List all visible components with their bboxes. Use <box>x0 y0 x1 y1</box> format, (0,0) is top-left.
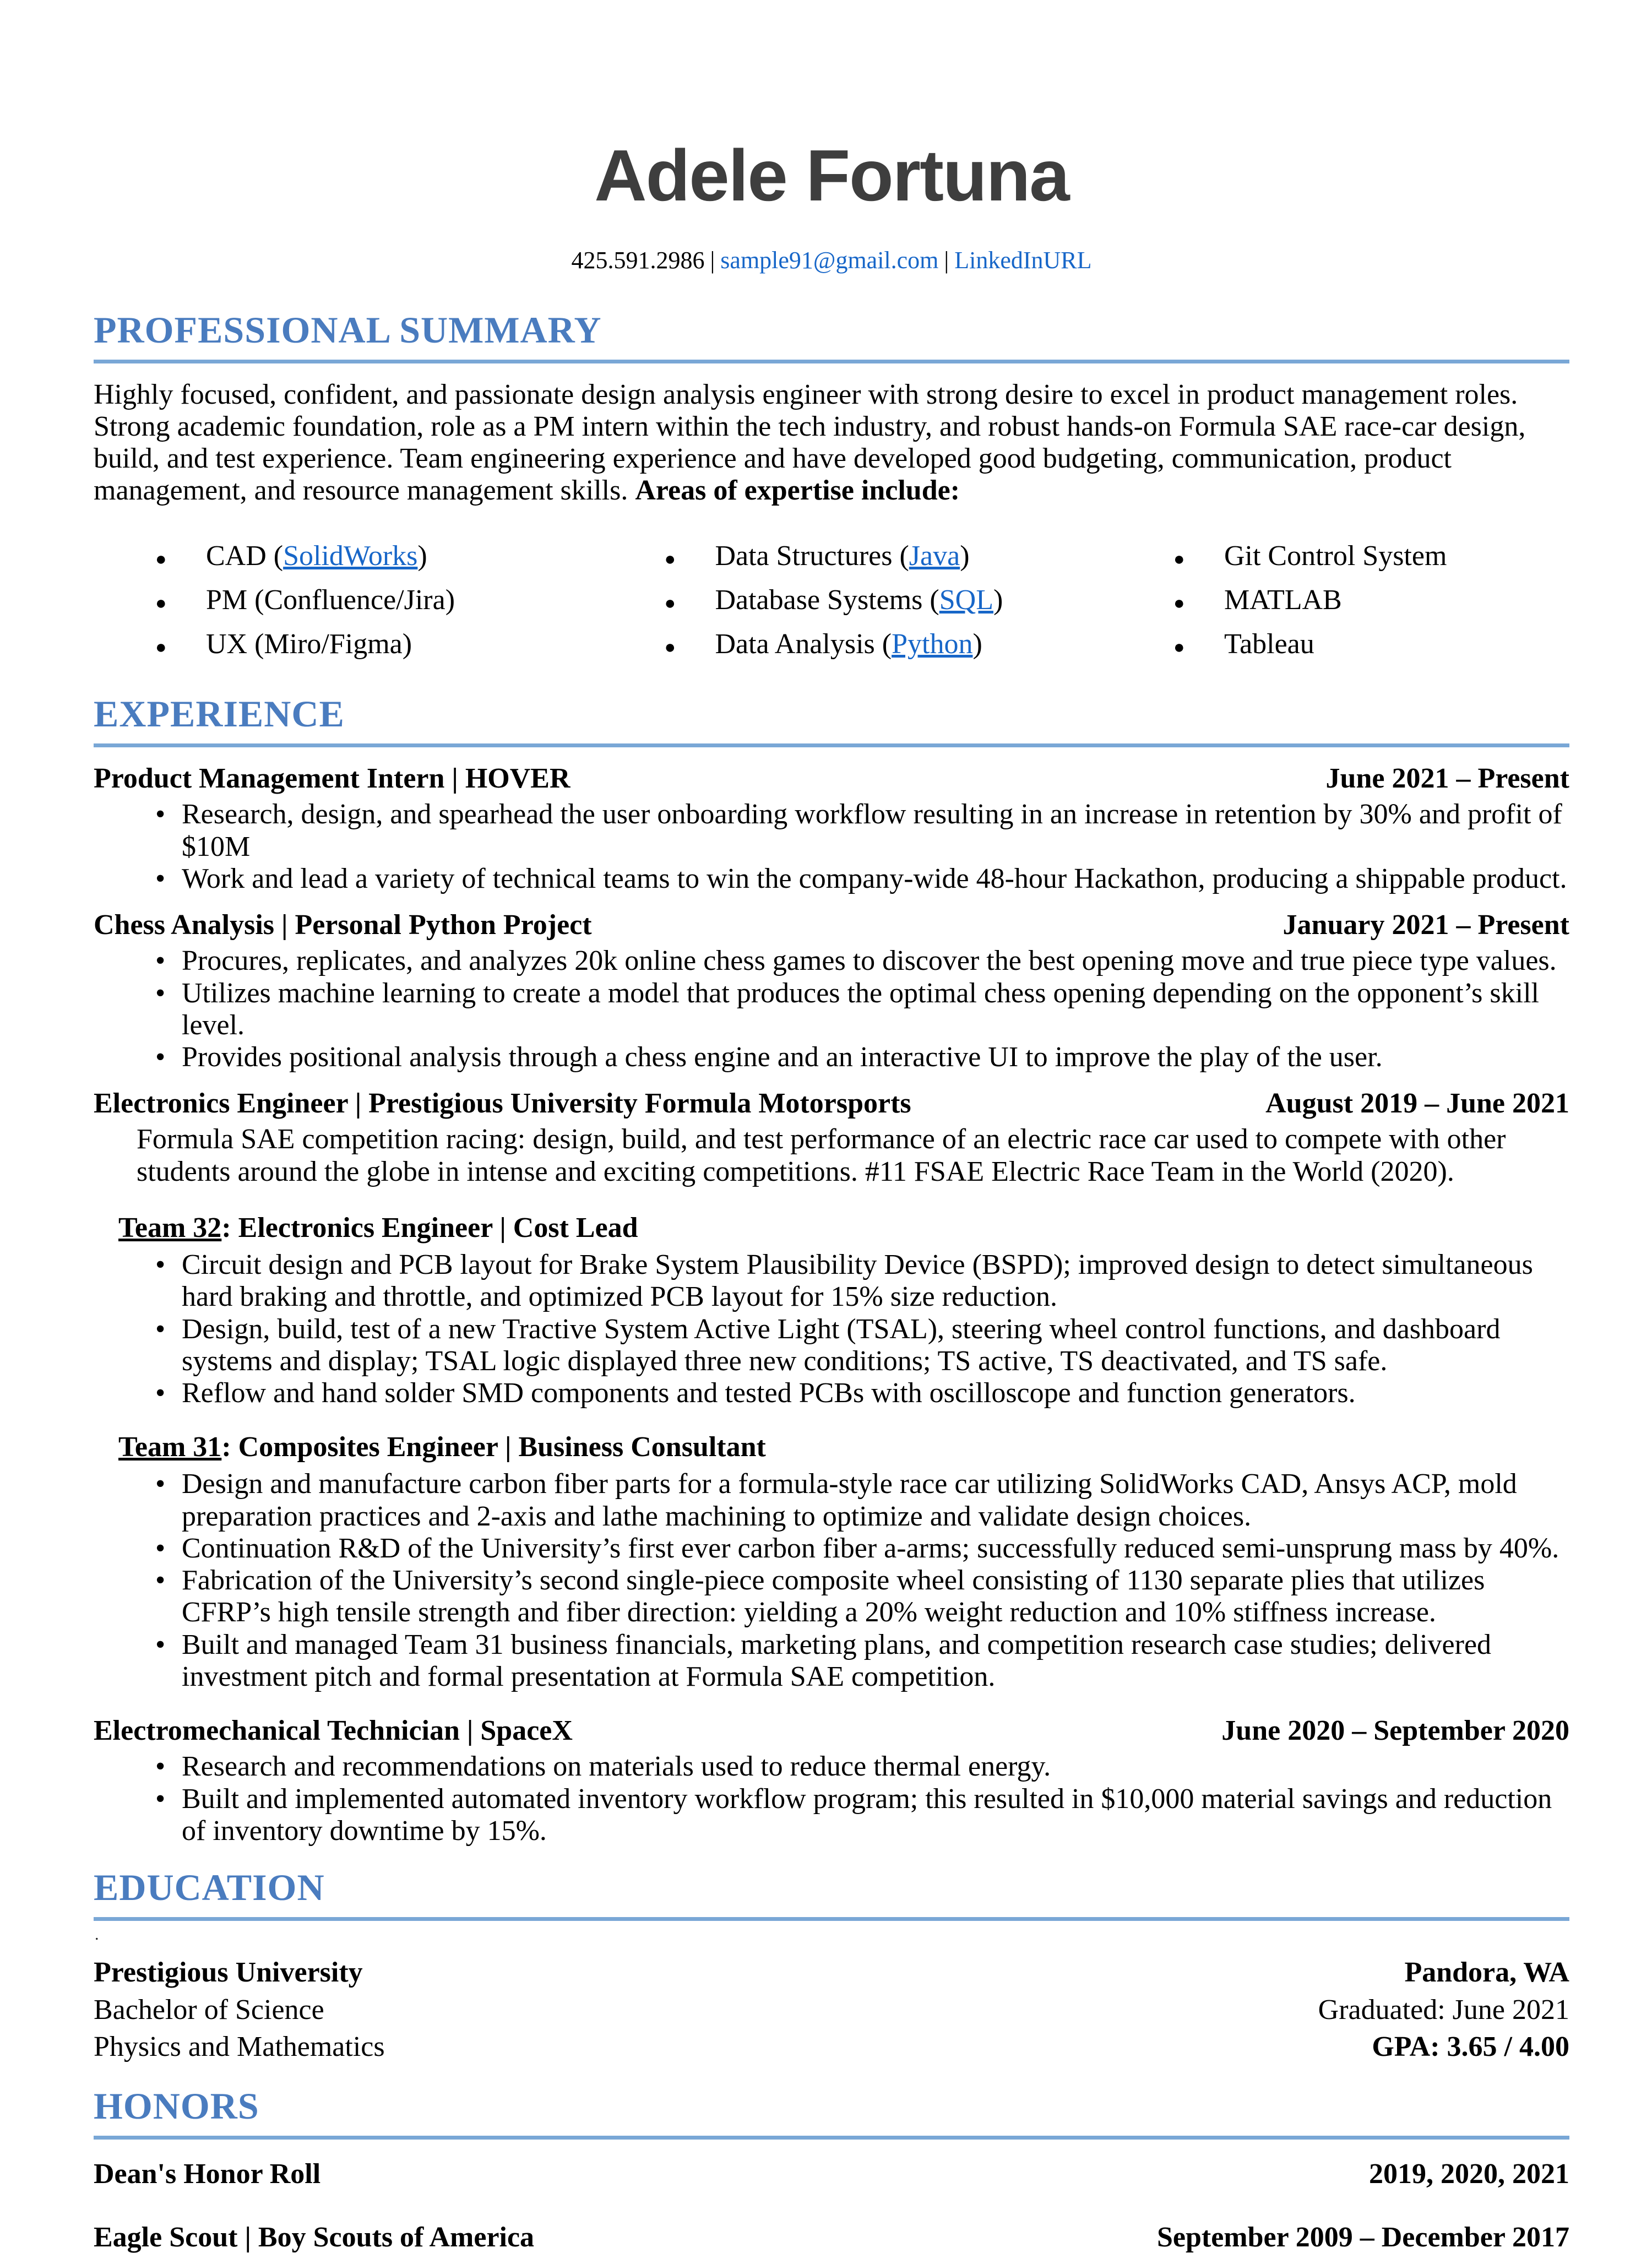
summary-areas-of-expertise-label: Areas of expertise include: <box>635 475 960 507</box>
job-title: Product Management Intern | HOVER <box>94 763 570 795</box>
education-graduation-date: Graduated: June 2021 <box>1318 1994 1569 2026</box>
bullet-text: Built and implemented automated inventory workflow program; this resulted in $10,000 material savings and reduction of inventory downtime by 15%. <box>182 1783 1552 1847</box>
honor-dates: September 2009 – December 2017 <box>1156 2221 1569 2253</box>
team-name: Team 31 <box>118 1431 222 1463</box>
skill-text <box>206 628 412 660</box>
education-major: Physics and Mathematics <box>94 2031 385 2063</box>
contact-separator: | <box>710 246 715 274</box>
bullet-text: Utilizes machine learning to create a model that produces the optimal chess opening depending on the opponent’s skill level. <box>182 977 1539 1041</box>
section-spacer <box>94 1847 1569 1866</box>
bullet-text: Built and managed Team 31 business financials, marketing plans, and competition research case studies; delivered investment pitch and formal presentation at Formula SAE competition. <box>182 1628 1492 1692</box>
job-header <box>94 1088 1569 1119</box>
summary-paragraph <box>94 379 1569 507</box>
skill-prefix: Data Structures ( <box>715 540 909 572</box>
bullet-item <box>94 799 1569 862</box>
bullet-icon: ● <box>1173 593 1185 614</box>
bullet-item <box>94 1533 1569 1565</box>
bullet-text: Circuit design and PCB layout for Brake System Plausibility Device (BSPD); improved design to detect simultaneous hard braking and throttle, and optimized PCB layout for 15% size reduction. <box>182 1249 1533 1313</box>
bullet-item <box>94 1468 1569 1532</box>
honor-name: Dean's Honor Roll <box>94 2158 321 2190</box>
education-row <box>94 1954 1569 2066</box>
bullet-text: Provides positional analysis through a chess engine and an interactive UI to improve the play of the user. <box>182 1041 1383 1073</box>
bullet-item <box>94 978 1569 1041</box>
bullet-text: Design, build, test of a new Tractive System Active Light (TSAL), steering wheel control functions, and dashboard systems and display; TSAL logic displayed three new conditions; TS active, TS deactivated, and TS safe. <box>182 1313 1501 1377</box>
skill-item-data-analysis <box>664 628 1173 660</box>
bullet-icon: • <box>155 1565 166 1597</box>
contact-linkedin-link[interactable]: LinkedInURL <box>954 246 1092 274</box>
bullet-text: Work and lead a variety of technical teams to win the company-wide 48-hour Hackathon, producing a shippable product. <box>182 862 1567 894</box>
job-description: Formula SAE competition racing: design, build, and test performance of an electric race car used to compete with other students around the globe in intense and exciting competitions. #11 FSAE Electric Race Team in the World (2020). <box>137 1123 1506 1187</box>
skill-item-database-systems <box>664 584 1173 616</box>
skill-item-ux <box>155 628 664 660</box>
resume-name: Adele Fortuna <box>594 135 1069 216</box>
honor-row <box>94 2222 1569 2253</box>
skill-prefix: Data Analysis ( <box>715 628 892 660</box>
section-title-professional-summary: PROFESSIONAL SUMMARY <box>94 308 1569 363</box>
bullet-icon: ● <box>155 637 167 658</box>
education-left-column <box>94 1954 385 2066</box>
bullet-item <box>94 1377 1569 1409</box>
job-dates: January 2021 – Present <box>1283 909 1569 941</box>
contact-separator: | <box>944 246 949 274</box>
bullet-icon: ● <box>155 549 167 569</box>
team-name: Team 32 <box>118 1212 222 1244</box>
skill-text <box>715 628 982 660</box>
skill-text <box>715 584 1003 616</box>
skill-text <box>206 540 427 572</box>
skill-link-sql[interactable]: SQL <box>939 584 993 616</box>
honor-name: Eagle Scout | Boy Scouts of America <box>94 2221 535 2253</box>
skill-link-java[interactable]: Java <box>909 540 960 572</box>
skill-prefix: PM (Confluence/Jira) <box>206 584 455 616</box>
bullet-icon: • <box>155 1249 166 1281</box>
skill-text <box>715 540 969 572</box>
bullet-text: Research, design, and spearhead the user onboarding workflow resulting in an increase in retention by 30% and profit of $10M <box>182 799 1562 862</box>
section-title-honors: HONORS <box>94 2084 1569 2140</box>
bullet-text: Fabrication of the University’s second single-piece composite wheel consisting of 1130 separate plies that utilizes CFRP’s high tensile strength and fiber direction: yielding a 20% weight reduction and 10% stiffness increase. <box>182 1565 1485 1628</box>
job-dates: June 2020 – September 2020 <box>1221 1715 1569 1747</box>
bullet-icon: ● <box>1173 549 1185 569</box>
skill-item-data-structures <box>664 540 1173 572</box>
bullet-text: Research and recommendations on materials used to reduce thermal energy. <box>182 1751 1051 1783</box>
bullet-item <box>94 1783 1569 1847</box>
education-right-column <box>1318 1954 1569 2066</box>
skill-text <box>1224 584 1342 616</box>
job-header <box>94 909 1569 941</box>
job-title: Electronics Engineer | Prestigious University Formula Motorsports <box>94 1088 911 1120</box>
education-degree: Bachelor of Science <box>94 1994 324 2026</box>
skill-item-tableau <box>1173 628 1569 660</box>
job-dates: August 2019 – June 2021 <box>1265 1088 1569 1120</box>
skill-prefix: Git Control System <box>1224 540 1447 572</box>
bullet-item <box>94 863 1569 895</box>
team-role: : Composites Engineer | Business Consultant <box>221 1431 766 1463</box>
team-header <box>118 1212 1569 1244</box>
bullet-item <box>94 1041 1569 1073</box>
skill-text <box>206 584 455 616</box>
education-school: Prestigious University <box>94 1956 363 1988</box>
bullet-icon: • <box>155 1313 166 1345</box>
bullet-icon: • <box>155 945 166 977</box>
bullet-text: Design and manufacture carbon fiber parts for a formula-style race car utilizing SolidWorks CAD, Ansys ACP, mold preparation practices and 2-axis and lathe machining to optimize and validate design choices. <box>182 1468 1517 1532</box>
bullet-item <box>94 945 1569 977</box>
skill-prefix: Tableau <box>1224 628 1314 660</box>
honor-dates: 2019, 2020, 2021 <box>1369 2158 1569 2190</box>
skill-suffix: ) <box>972 628 982 660</box>
job-title: Electromechanical Technician | SpaceX <box>94 1715 573 1747</box>
contact-line <box>94 246 1569 274</box>
bullet-icon: ● <box>1173 637 1185 658</box>
skill-suffix: ) <box>417 540 427 572</box>
bullet-item <box>94 1249 1569 1313</box>
contact-email-link[interactable]: sample91@gmail.com <box>720 246 939 274</box>
bullet-item <box>94 1565 1569 1628</box>
skill-prefix: Database Systems ( <box>715 584 939 616</box>
section-title-education: EDUCATION <box>94 1866 1569 1921</box>
job-title: Chess Analysis | Personal Python Project <box>94 909 592 941</box>
skill-prefix: UX (Miro/Figma) <box>206 628 412 660</box>
bullet-icon: • <box>155 1041 166 1073</box>
bullet-icon: • <box>155 1377 166 1409</box>
bullet-icon: ● <box>155 593 167 614</box>
bullet-item <box>94 1313 1569 1377</box>
section-spacer <box>94 2066 1569 2084</box>
job-header <box>94 763 1569 794</box>
bullet-icon: • <box>155 862 166 894</box>
skill-suffix: ) <box>993 584 1003 616</box>
job-dates: June 2021 – Present <box>1325 763 1569 795</box>
skills-grid <box>94 540 1569 661</box>
skill-suffix: ) <box>960 540 970 572</box>
skill-text <box>1224 628 1314 660</box>
bullet-icon: ● <box>664 549 676 569</box>
education-gpa: GPA: 3.65 / 4.00 <box>1372 2031 1569 2063</box>
bullet-text: Procures, replicates, and analyzes 20k online chess games to discover the best opening move and true piece type values. <box>182 945 1557 977</box>
bullet-item <box>94 1751 1569 1783</box>
education-location: Pandora, WA <box>1404 1956 1569 1988</box>
skill-item-matlab <box>1173 584 1569 616</box>
skill-link-python[interactable]: Python <box>892 628 973 660</box>
team-role: : Electronics Engineer | Cost Lead <box>221 1212 638 1244</box>
skill-item-cad <box>155 540 664 572</box>
skill-link-solidworks[interactable]: SolidWorks <box>283 540 418 572</box>
bullet-text: Reflow and hand solder SMD components and tested PCBs with oscilloscope and function generators. <box>182 1377 1356 1409</box>
bullet-icon: ● <box>664 637 676 658</box>
job-header <box>94 1715 1569 1746</box>
bullet-icon: • <box>155 1628 166 1660</box>
contact-phone: 425.591.2986 <box>571 246 705 274</box>
bullet-text: Continuation R&D of the University’s first ever carbon fiber a-arms; successfully reduced semi-unsprung mass by 40%. <box>182 1532 1559 1564</box>
bullet-icon: • <box>155 1468 166 1500</box>
skill-text <box>1224 540 1447 572</box>
section-title-experience: EXPERIENCE <box>94 692 1569 747</box>
skill-item-git <box>1173 540 1569 572</box>
skill-prefix: MATLAB <box>1224 584 1342 616</box>
skill-prefix: CAD ( <box>206 540 284 572</box>
bullet-icon: • <box>155 977 166 1009</box>
team-header <box>118 1431 1569 1463</box>
bullet-icon: • <box>155 799 166 830</box>
bullet-icon: • <box>155 1532 166 1564</box>
bullet-item <box>94 1629 1569 1693</box>
bullet-icon: ● <box>664 593 676 614</box>
bullet-icon: • <box>155 1751 166 1783</box>
honor-row <box>94 2158 1569 2190</box>
bullet-icon: • <box>155 1783 166 1815</box>
skill-item-pm <box>155 584 664 616</box>
summary-body: Highly focused, confident, and passionate design analysis engineer with strong desire to excel in product management roles. Strong academic foundation, role as a PM intern within the tech industry, and robust hands-on Formula SAE race-car design, build, and test experience. Team engineering experience and have developed good budgeting, communication, product management, and resource management skills. <box>94 378 1533 507</box>
stray-period: . <box>95 1925 99 1943</box>
